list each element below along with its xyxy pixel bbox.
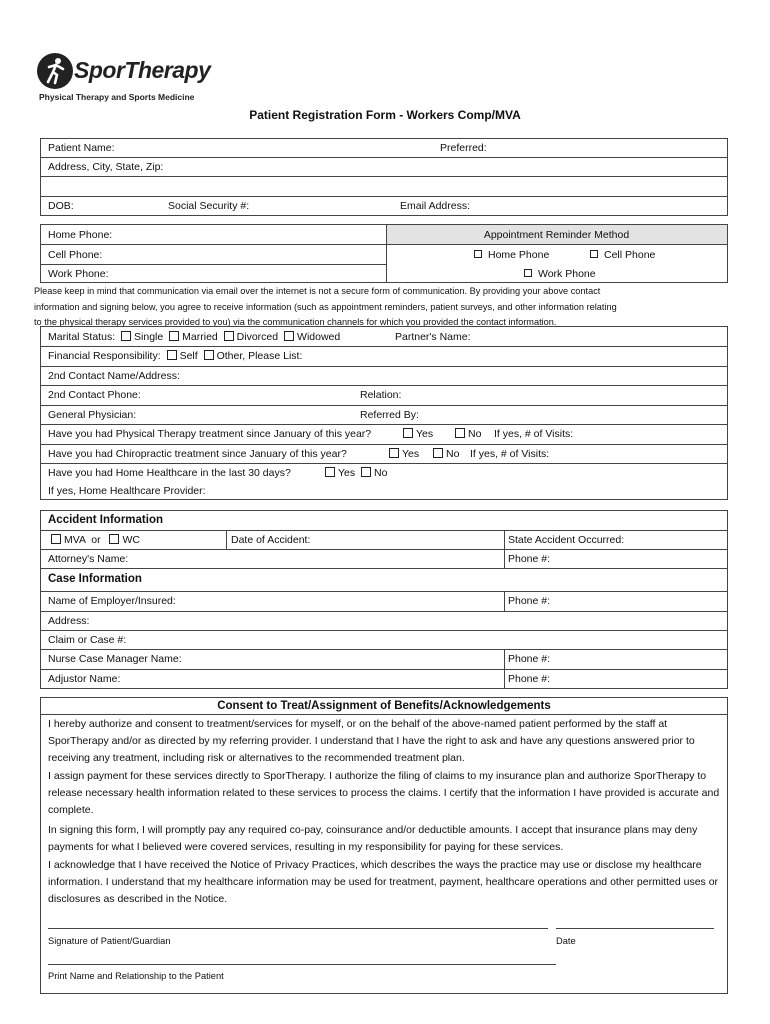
preferred-field[interactable]: Preferred:	[440, 142, 487, 154]
checkbox-icon[interactable]	[167, 350, 177, 360]
email-field[interactable]: Email Address:	[400, 200, 471, 212]
employer-name-field[interactable]: Name of Employer/Insured:	[48, 595, 176, 607]
home-phone-field[interactable]: Home Phone:	[48, 229, 113, 241]
checkbox-icon[interactable]	[169, 331, 179, 341]
home-health-yes-option[interactable]: Yes	[322, 467, 355, 480]
page-title: Patient Registration Form - Workers Comp/MVA	[249, 108, 521, 122]
claim-number-field[interactable]: Claim or Case #:	[48, 634, 127, 646]
accident-state-field[interactable]: State Accident Occurred:	[508, 534, 625, 546]
checkbox-icon[interactable]	[474, 250, 482, 258]
reminder-cell-phone-option[interactable]: Cell Phone	[590, 249, 655, 262]
pt-no-option[interactable]: No	[452, 428, 481, 441]
checkbox-icon[interactable]	[433, 448, 443, 458]
logo-tagline: Physical Therapy and Sports Medicine	[39, 92, 195, 102]
nurse-manager-field[interactable]: Nurse Case Manager Name:	[48, 653, 182, 665]
checkbox-icon[interactable]	[109, 534, 119, 544]
work-phone-field[interactable]: Work Phone:	[48, 268, 109, 280]
pt-visits-field[interactable]: If yes, # of Visits:	[494, 428, 574, 440]
checkbox-icon[interactable]	[284, 331, 294, 341]
home-health-question: Have you had Home Healthcare in the last 30 days?	[48, 467, 291, 479]
chiro-visits-field[interactable]: If yes, # of Visits:	[470, 448, 550, 460]
checkbox-icon[interactable]	[204, 350, 214, 360]
consent-paragraph-4: I acknowledge that I have received the Notice of Privacy Practices, which describes the ways the practice may use or disclose my healthcare information. I understand that my healthcare information may be used for treatment, payment, healthcare operations and other permitted uses or disclosures as described in the Notice.	[48, 859, 719, 905]
pt-yes-option[interactable]: Yes	[400, 428, 433, 441]
chiro-no-option[interactable]: No	[430, 448, 459, 461]
reminder-work-phone-option[interactable]: Work Phone	[524, 268, 596, 281]
attorney-phone-field[interactable]: Phone #:	[508, 553, 551, 565]
partner-name-field[interactable]: Partner's Name:	[395, 331, 471, 343]
general-physician-field[interactable]: General Physician:	[48, 409, 137, 421]
employer-phone-field[interactable]: Phone #:	[508, 595, 551, 607]
logo-brand: SporTherapy	[74, 57, 211, 83]
home-health-no-option[interactable]: No	[358, 467, 387, 480]
patient-name-field[interactable]: Patient Name:	[48, 142, 115, 154]
home-health-provider-field[interactable]: If yes, Home Healthcare Provider:	[48, 485, 206, 497]
notice-line: information and signing below, you agree to receive information (such as appointment reminders, patient surveys, and other information relating	[34, 301, 617, 312]
relation-field[interactable]: Relation:	[360, 389, 402, 401]
print-name-label: Print Name and Relationship to the Patient	[48, 971, 224, 981]
checkbox-icon[interactable]	[361, 467, 371, 477]
print-name-line[interactable]	[48, 964, 556, 965]
adjustor-name-field[interactable]: Adjustor Name:	[48, 673, 121, 685]
checkbox-icon[interactable]	[524, 269, 532, 277]
signature-label: Signature of Patient/Guardian	[48, 936, 171, 946]
chiro-yes-option[interactable]: Yes	[386, 448, 419, 461]
dob-field[interactable]: DOB:	[48, 200, 74, 212]
checkbox-icon[interactable]	[403, 428, 413, 438]
consent-paragraph-2: I assign payment for these services directly to SporTherapy. I authorize the filing of claims to my insurance plan and authorize SporTherapy to release necessary health information related to these services to process the claims. I certify that the information I have provided is accurate and complete.	[48, 770, 720, 816]
nurse-phone-field[interactable]: Phone #:	[508, 653, 551, 665]
date-line[interactable]	[556, 928, 714, 929]
accident-info-header: Accident Information	[48, 514, 164, 526]
consent-header: Consent to Treat/Assignment of Benefits/Acknowledgements	[217, 700, 551, 712]
marital-status-row: Marital Status: Single Married Divorced Widowed	[48, 331, 341, 343]
checkbox-icon[interactable]	[325, 467, 335, 477]
notice-line: to the physical therapy services provided to you) via the communication channels for which you provided the contact information.	[34, 317, 557, 327]
reminder-home-phone-option[interactable]: Home Phone	[474, 249, 549, 262]
address-field[interactable]: Address, City, State, Zip:	[48, 161, 164, 173]
contact2-address-field[interactable]: 2nd Contact Name/Address:	[48, 370, 180, 382]
pt-treatment-question: Have you had Physical Therapy treatment since January of this year?	[48, 428, 372, 440]
referred-by-field[interactable]: Referred By:	[360, 409, 419, 421]
date-label: Date	[556, 936, 576, 946]
chiro-treatment-question: Have you had Chiropractic treatment since January of this year?	[48, 448, 347, 460]
checkbox-icon[interactable]	[224, 331, 234, 341]
accident-type-row: MVA or WC	[48, 534, 140, 547]
consent-paragraph-3: In signing this form, I will promptly pay any required co-pay, coinsurance and/or deductible amounts. I accept that insurance plans may deny payments for what I believed were covered services, resulting in my responsibility for paying for these services.	[48, 824, 698, 853]
contact2-phone-field[interactable]: 2nd Contact Phone:	[48, 389, 141, 401]
cell-phone-field[interactable]: Cell Phone:	[48, 249, 103, 261]
notice-line: Please keep in mind that communication via email over the internet is not a secure form of communication. By providing your above contact	[34, 286, 601, 296]
attorney-name-field[interactable]: Attorney's Name:	[48, 553, 129, 565]
checkbox-icon[interactable]	[51, 534, 61, 544]
email-notice	[34, 284, 734, 331]
patient-info-section	[40, 138, 728, 216]
logo	[36, 52, 216, 102]
accident-date-field[interactable]: Date of Accident:	[231, 534, 311, 546]
financial-responsibility-row: Financial Responsibility: Self Other, Please List:	[48, 350, 303, 362]
reminder-header: Appointment Reminder Method	[483, 229, 630, 241]
case-info-header: Case Information	[48, 573, 142, 585]
consent-paragraph-1: I hereby authorize and consent to treatment/services for myself, or on the behalf of the above-named patient performed by the staff at SporTherapy and/or as directed by my referring provider. I understand that I have the right to ask and have any questions answered prior to receiving any treatment, including risk or alternatives to the recommended treatment plan.	[48, 718, 695, 764]
adjustor-phone-field[interactable]: Phone #:	[508, 673, 551, 685]
logo-runner-icon	[36, 52, 74, 90]
signature-line[interactable]	[48, 928, 548, 929]
checkbox-icon[interactable]	[455, 428, 465, 438]
ssn-field[interactable]: Social Security #:	[168, 200, 250, 212]
case-address-field[interactable]: Address:	[48, 615, 90, 627]
checkbox-icon[interactable]	[389, 448, 399, 458]
checkbox-icon[interactable]	[590, 250, 598, 258]
checkbox-icon[interactable]	[121, 331, 131, 341]
